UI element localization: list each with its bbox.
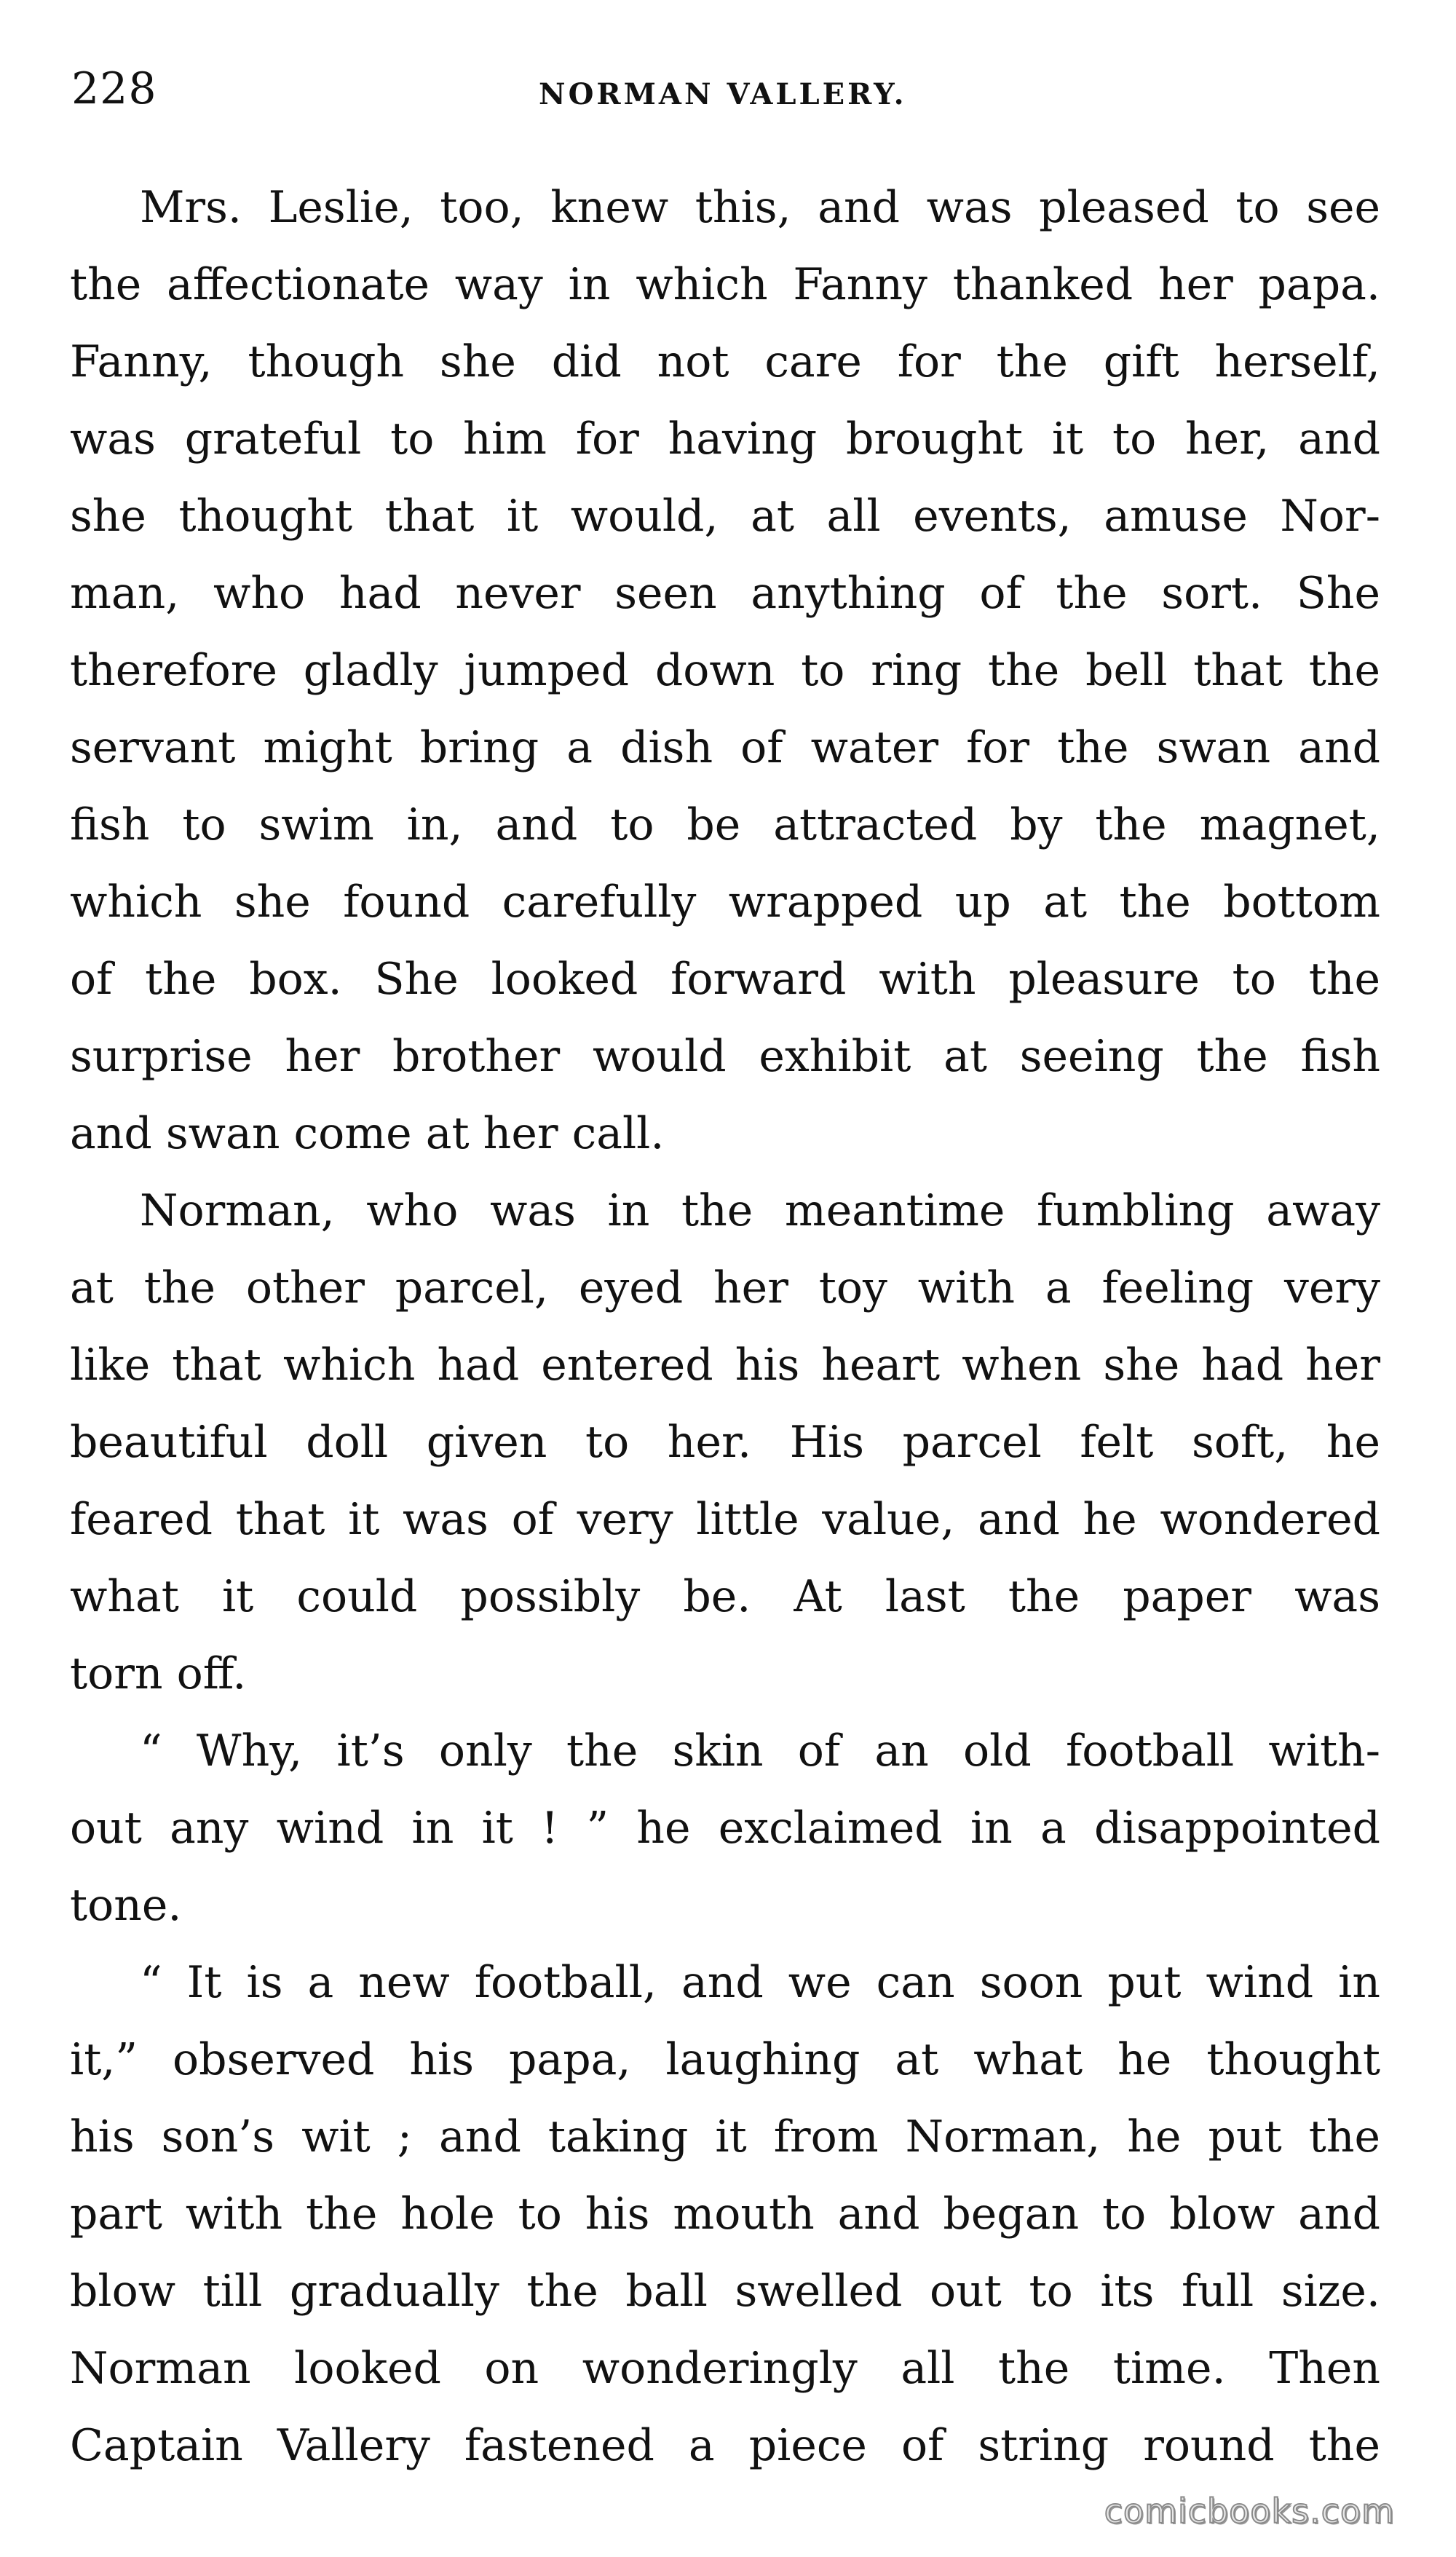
text-line: blow till gradually the ball swelled out to its full size. (70, 2266, 1380, 2317)
text-line: was grateful to him for having brought it to her, and (70, 414, 1380, 465)
paragraph (70, 1712, 1380, 1944)
text-line: therefore gladly jumped down to ring the bell that the (70, 645, 1380, 696)
paragraph (70, 1944, 1380, 2484)
text-line: out any wind in it ! ” he exclaimed in a disappointed (70, 1803, 1380, 1854)
text-line: Fanny, though she did not care for the gift herself, (70, 336, 1380, 387)
text-line: what it could possibly be. At last the paper was (70, 1571, 1380, 1622)
text-line: part with the hole to his mouth and began to blow and (70, 2189, 1380, 2240)
text-line: it,” observed his papa, laughing at what he thought (70, 2034, 1380, 2085)
text-line: torn off. (70, 1648, 247, 1699)
text-line: surprise her brother would exhibit at seeing the fish (70, 1031, 1380, 1082)
text-line: feared that it was of very little value, and he wondered (70, 1494, 1380, 1545)
text-line: “ Why, it’s only the skin of an old football with- (140, 1726, 1380, 1777)
text-line: Norman looked on wonderingly all the time. Then (70, 2343, 1380, 2394)
text-line: at the other parcel, eyed her toy with a feeling very (70, 1262, 1380, 1313)
page-number: 228 (71, 63, 157, 114)
text-line: like that which had entered his heart when she had her (70, 1340, 1380, 1391)
text-line: Mrs. Leslie, too, knew this, and was pleased to see (140, 182, 1380, 233)
watermark: comicbooks.com (1104, 2491, 1395, 2531)
text-line: man, who had never seen anything of the sort. She (70, 568, 1380, 619)
text-line: and swan come at her call. (70, 1108, 665, 1159)
text-line: fish to swim in, and to be attracted by the magnet, (70, 799, 1380, 850)
body-text (70, 169, 1380, 2484)
text-line: servant might bring a dish of water for the swan and (70, 722, 1380, 773)
running-title: NORMAN VALLERY. (539, 77, 907, 111)
text-line: Captain Vallery fastened a piece of string round the (70, 2420, 1380, 2471)
text-line: “ It is a new football, and we can soon put wind in (140, 1957, 1380, 2008)
paragraph (70, 169, 1380, 1172)
paragraph (70, 1172, 1380, 1712)
text-line: which she found carefully wrapped up at the bottom (70, 877, 1380, 928)
text-line: tone. (70, 1880, 182, 1931)
text-line: his son’s wit ; and taking it from Norman, he put the (70, 2111, 1380, 2162)
text-line: the affectionate way in which Fanny thanked her papa. (70, 259, 1380, 310)
text-line: she thought that it would, at all events, amuse Nor- (70, 491, 1380, 542)
text-line: of the box. She looked forward with pleasure to the (70, 954, 1380, 1005)
text-line: beautiful doll given to her. His parcel felt soft, he (70, 1417, 1380, 1468)
text-line: Norman, who was in the meantime fumbling away (140, 1185, 1380, 1236)
